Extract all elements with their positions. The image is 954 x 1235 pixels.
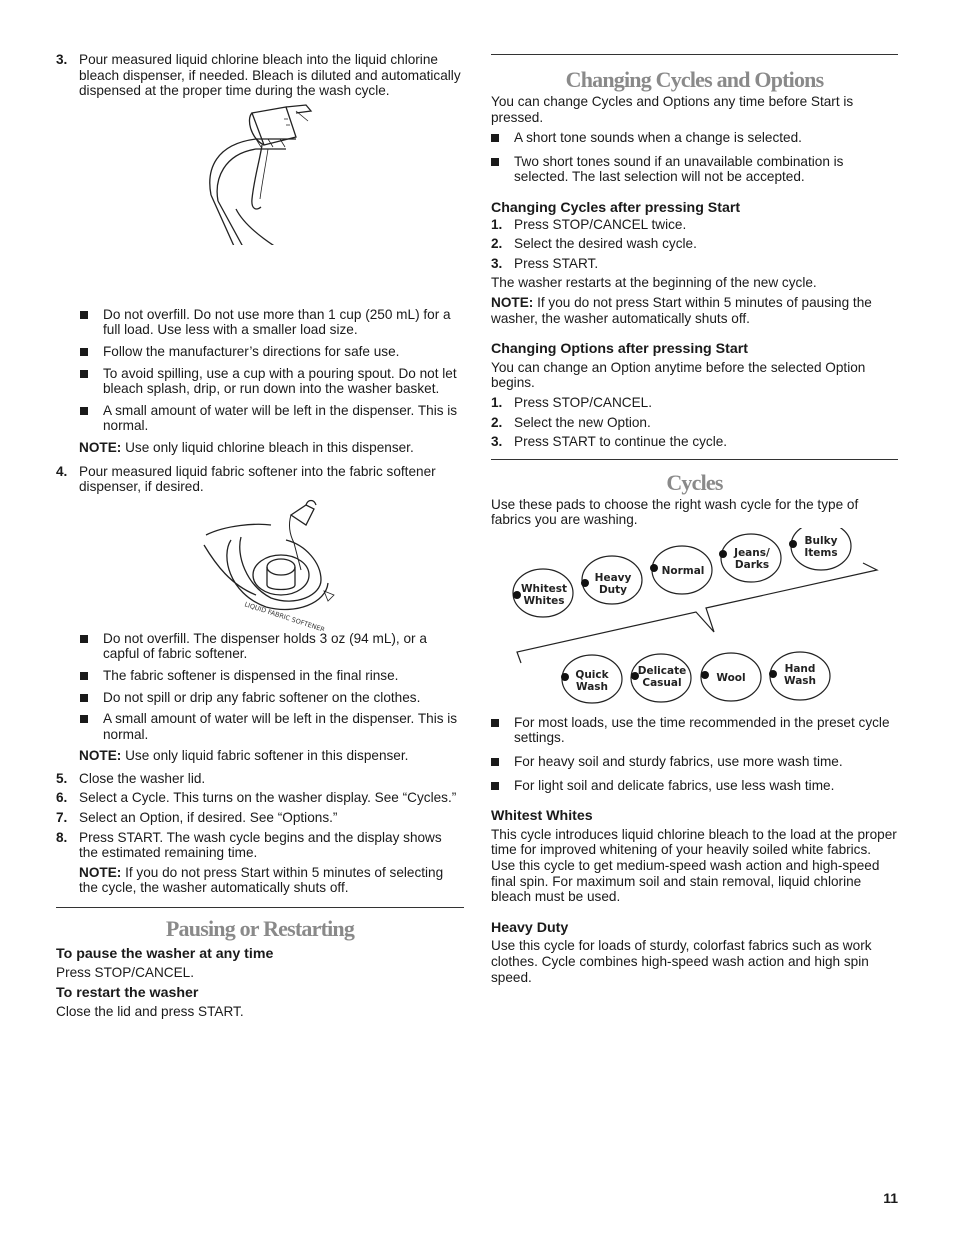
section-divider: [491, 459, 898, 460]
indicator-light: [513, 591, 521, 599]
step-number: 7.: [56, 810, 68, 826]
pad-label-1: Heavy: [594, 571, 632, 584]
indicator-light: [769, 670, 777, 678]
pad-label-2: Casual: [642, 676, 682, 689]
bleach-bullet: Follow the manufacturer’s directions for safe use.: [56, 344, 464, 360]
changing-bullet: Two short tones sound if an unavailable combination is selected. The last selection will not be accepted.: [491, 154, 898, 185]
changing-options-heading: Changing Options after pressing Start: [491, 341, 748, 358]
cycle-step: [491, 256, 898, 272]
options-intro: You can change an Option anytime before the selected Option begins.: [491, 359, 866, 391]
pad-label-1: Whitest: [520, 582, 568, 595]
bleach-bullets: [56, 307, 464, 434]
pad-bulky-items[interactable]: [789, 528, 851, 570]
step-number: 2.: [491, 414, 503, 430]
softener-dispenser-label: LIQUID FABRIC SOFTENER: [243, 600, 326, 631]
step-text: Select an Option, if desired. See “Options.”: [79, 810, 338, 826]
changing-intro: You can change Cycles and Options any time before Start is pressed.: [491, 94, 854, 125]
changing-bullets: [491, 130, 898, 185]
step-3: [56, 52, 464, 99]
softener-bullet: The fabric softener is dispensed in the final rinse.: [56, 668, 464, 684]
changing-options-steps: [491, 395, 898, 450]
note-text: Use only liquid chlorine bleach in this dispenser.: [121, 439, 414, 455]
step-text: Press START. The wash cycle begins and the display shows the estimated remaining time.: [79, 829, 442, 861]
option-step: [491, 434, 898, 450]
step-number: 3.: [491, 434, 503, 450]
step-4: [56, 464, 464, 495]
heavy-duty-text: Use this cycle for loads of sturdy, colorfast fabrics such as work clothes. Cycle combines high-speed wash action and high spin speed.: [491, 938, 872, 985]
section-divider: [56, 907, 464, 908]
section-divider: [491, 54, 898, 55]
step-number: 8.: [56, 829, 68, 845]
step-text: Press START to continue the cycle.: [514, 434, 728, 450]
step-number: 3.: [56, 52, 68, 67]
step-text: Press STOP/CANCEL.: [514, 394, 652, 410]
pad-label-2: Darks: [734, 558, 770, 571]
step-6: [56, 790, 464, 806]
left-column: [56, 52, 464, 1019]
pausing-title: Pausing or Restarting: [165, 916, 355, 942]
cycles-bullet: For heavy soil and sturdy fabrics, use more wash time.: [491, 754, 898, 770]
step-8: [56, 830, 464, 861]
indicator-light: [581, 579, 589, 587]
softener-bullet: Do not overfill. The dispenser holds 3 oz (94 mL), or a capful of fabric softener.: [56, 631, 464, 662]
softener-bullets: [56, 631, 464, 743]
steps-5-8: [56, 771, 464, 861]
right-column: [491, 54, 898, 985]
bleach-pour-illustration: [56, 99, 464, 245]
start-note: [56, 865, 464, 896]
pad-hand-wash[interactable]: [769, 652, 830, 700]
note-label: NOTE:: [79, 864, 122, 880]
indicator-light: [701, 671, 709, 679]
step-text: Select a Cycle. This turns on the washer display. See “Cycles.”: [79, 790, 457, 806]
pad-normal[interactable]: [650, 546, 712, 594]
step-text: Select the desired wash cycle.: [514, 236, 697, 252]
bleach-bullet: A small amount of water will be left in the dispenser. This is normal.: [56, 403, 464, 434]
option-step: [491, 415, 898, 431]
step-text: Close the washer lid.: [79, 770, 206, 786]
restarts-text: The washer restarts at the beginning of the new cycle.: [491, 275, 817, 291]
whitest-whites-text: This cycle introduces liquid chlorine bleach to the load at the proper time for improved whitening of your heavily soiled white fabrics. Use this cycle to get medium-speed wash action and high-speed final spin. For maximum soil and stain removal, liquid chlorine bleach must be used.: [491, 826, 897, 905]
pad-quick-wash[interactable]: [561, 655, 622, 703]
page-number: 11: [883, 1190, 898, 1206]
step-number: 4.: [56, 463, 68, 479]
pad-label-1: Jeans/: [734, 546, 770, 559]
step-text: Press START.: [514, 255, 599, 271]
note-text: If you do not press Start within 5 minutes of selecting the cycle, the washer automatically shuts off.: [79, 864, 444, 896]
cycle-pads-diagram: [491, 528, 898, 713]
pad-label: Wool: [716, 671, 746, 684]
step-text: Pour measured liquid fabric softener into the fabric softener dispenser, if desired.: [79, 463, 436, 495]
pad-label-1: Delicate: [637, 664, 687, 677]
cycles-bullets: [491, 715, 898, 793]
pad-jeans-darks[interactable]: [719, 534, 781, 582]
heavy-duty-heading: Heavy Duty: [491, 919, 569, 936]
pad-delicate-casual[interactable]: [631, 654, 691, 702]
cycle-selector-panel: [491, 528, 898, 713]
step-number: 1.: [491, 216, 503, 232]
step-text: Select the new Option.: [514, 414, 651, 430]
indicator-light: [650, 564, 658, 572]
cycles-title: Cycles: [666, 469, 723, 495]
step-number: 1.: [491, 394, 503, 410]
indicator-light: [561, 673, 569, 681]
note-label: NOTE:: [79, 439, 122, 455]
cycle-step: [491, 217, 898, 233]
indicator-light: [719, 550, 727, 558]
restart-heading: To restart the washer: [56, 985, 199, 1002]
restart-text: Close the lid and press START.: [56, 1003, 244, 1019]
cycles-bullet: For most loads, use the time recommended in the preset cycle settings.: [491, 715, 898, 746]
bleach-bullet: Do not overfill. Do not use more than 1 cup (250 mL) for a full load. Use less with a smaller load size.: [56, 307, 464, 338]
cycles-intro: Use these pads to choose the right wash cycle for the type of fabrics you are washing.: [491, 496, 859, 528]
note-label: NOTE:: [79, 748, 122, 764]
whitest-whites-heading: Whitest Whites: [491, 808, 593, 825]
pad-label-2: Whites: [523, 594, 565, 607]
changing-title: Changing Cycles and Options: [565, 67, 824, 92]
cycle-step: [491, 236, 898, 252]
softener-bullet: A small amount of water will be left in the dispenser. This is normal.: [56, 711, 464, 742]
changing-cycles-heading: Changing Cycles after pressing Start: [491, 199, 741, 216]
cycles-bullet: For light soil and delicate fabrics, use less wash time.: [491, 778, 898, 794]
note-text: If you do not press Start within 5 minutes of pausing the washer, the washer automatically shuts off.: [491, 294, 872, 326]
pad-label-2: Items: [804, 546, 838, 559]
note-text: Use only liquid fabric softener in this dispenser.: [121, 748, 409, 764]
softener-note: [56, 748, 464, 764]
pad-label-1: Bulky: [804, 534, 838, 547]
pad-label-2: Duty: [598, 583, 628, 596]
changing-note: [491, 295, 898, 326]
option-step: [491, 395, 898, 411]
changing-cycles-steps: [491, 217, 898, 272]
note-label: NOTE:: [491, 294, 534, 310]
pause-heading: To pause the washer at any time: [56, 946, 274, 963]
pad-label: Normal: [661, 564, 705, 577]
pad-label-1: Quick: [575, 668, 609, 681]
pad-label-2: Wash: [783, 674, 817, 687]
step-text: Press STOP/CANCEL twice.: [514, 216, 687, 232]
changing-bullet: A short tone sounds when a change is selected.: [491, 130, 898, 146]
step-number: 2.: [491, 236, 503, 252]
pad-wool[interactable]: [701, 653, 761, 701]
pad-whitest-whites[interactable]: [513, 569, 573, 617]
softener-bullet: Do not spill or drip any fabric softener on the clothes.: [56, 690, 464, 706]
step-text: Pour measured liquid chlorine bleach into the liquid chlorine bleach dispenser, if needed. Bleach is diluted and automatically dispensed at the proper time during the wash cycle.: [79, 52, 461, 99]
pad-label-2: Wash: [575, 680, 609, 693]
bleach-illustration: [56, 99, 464, 245]
step-5: [56, 771, 464, 787]
pad-label-1: Hand: [784, 662, 816, 675]
softener-pour-illustration: [56, 495, 464, 631]
indicator-light: [789, 540, 797, 548]
bleach-bullet: To avoid spilling, use a cup with a pouring spout. Do not let bleach splash, drip, or run down into the washer basket.: [56, 366, 464, 397]
step-7: [56, 810, 464, 826]
step-number: 5.: [56, 770, 68, 786]
softener-illustration: [56, 495, 464, 631]
pad-heavy-duty[interactable]: [581, 556, 642, 604]
bleach-note: [56, 440, 464, 456]
pause-text: Press STOP/CANCEL.: [56, 964, 194, 980]
step-number: 6.: [56, 790, 68, 806]
step-number: 3.: [491, 255, 503, 271]
